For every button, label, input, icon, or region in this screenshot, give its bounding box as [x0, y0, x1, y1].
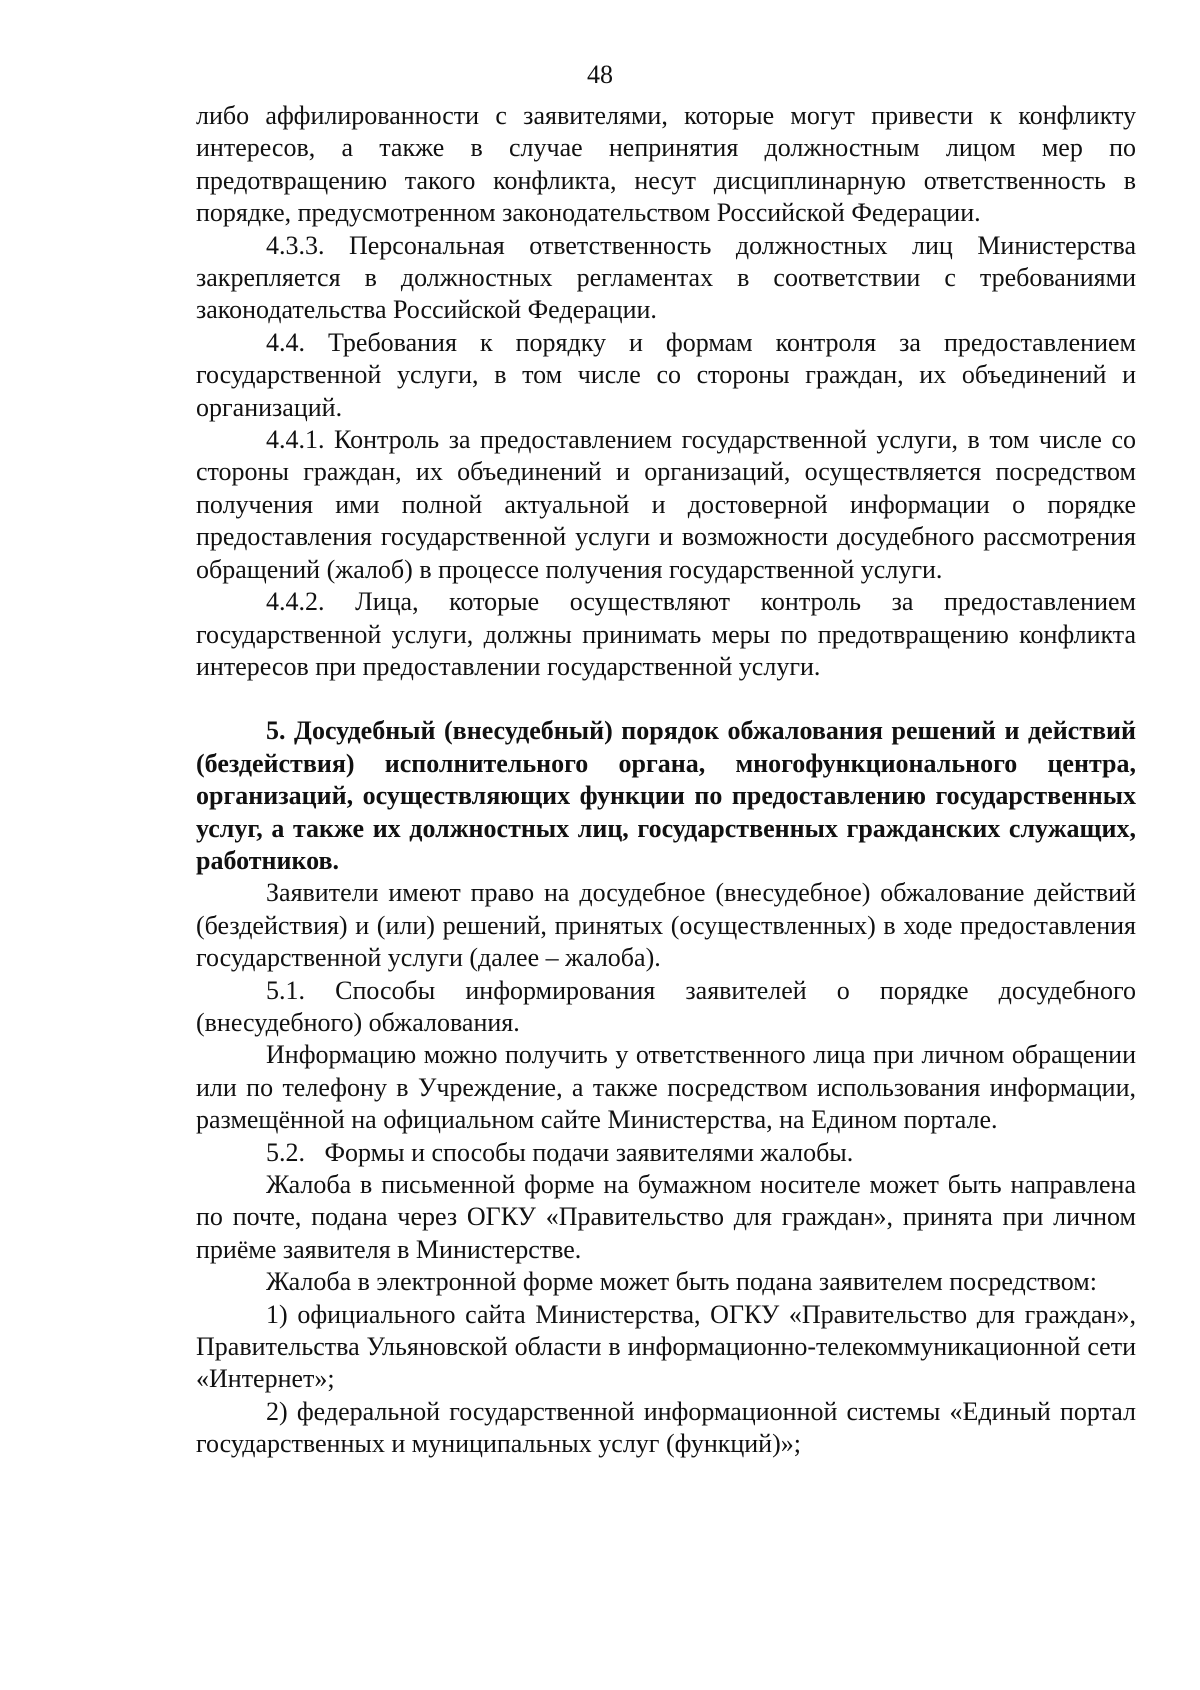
paragraph-continuation: либо аффилированности с заявителями, которые могут привести к конфликту интересов, а также в случае непринятия должностным лицом мер по предотвращению такого конфликта, несут дисциплинарную ответственность в порядке, предусмотренном законодательством Российской Федерации. [196, 101, 1136, 228]
paragraph-4-3-3: 4.3.3. Персональная ответственность должностных лиц Министерства закрепляется в должностных регламентах в соответствии с требованиями законодательства Российской Федерации. [196, 230, 1136, 325]
paragraph-4-4-1: 4.4.1. Контроль за предоставлением государственной услуги, в том числе со стороны граждан, их объединений и организаций, осуществляется посредством получения ими полной актуальной и достоверной информации о порядке предоставления государственной услуги и возможности досудебного рассмотрения обращений (жалоб) в процессе получения государственной услуги. [196, 425, 1136, 584]
document-body [196, 100, 1136, 1461]
paragraph-4-4-2: 4.4.2. Лица, которые осуществляют контроль за предоставлением государственной услуги, должны принимать меры по предотвращению конфликта интересов при предоставлении государственной услуги. [196, 587, 1136, 681]
paragraph-5-2: 5.2. Формы и способы подачи заявителями жалобы. [266, 1137, 854, 1167]
paragraph-5-1: 5.1. Способы информирования заявителей о порядке досудебного (внесудебного) обжалования. [196, 975, 1136, 1037]
section-5-heading: 5. Досудебный (внесудебный) порядок обжалования решений и действий (бездействия) исполнительного органа, многофункционального центра, организаций, осуществляющих функции по предоставлению государственных услуг, а также их должностных лиц, государственных гражданских служащих, работников. [196, 716, 1136, 875]
paragraph-5-2-paper: Жалоба в письменной форме на бумажном носителе может быть направлена по почте, подана через ОГКУ «Правительство для граждан», принята при личном приёме заявителя в Министерстве. [196, 1170, 1136, 1264]
list-item-1: 1) официального сайта Министерства, ОГКУ «Правительство для граждан», Правительства Ульяновской области в информационно-телекоммуникационной сети «Интернет»; [196, 1299, 1136, 1394]
paragraph-section-5-intro: Заявители имеют право на досудебное (внесудебное) обжалование действий (бездействия) и (или) решений, принятых (осуществленных) в ходе предоставления государственной услуги (далее – жалоба). [196, 878, 1136, 973]
list-item-2: 2) федеральной государственной информационной системы «Единый портал государственных и муниципальных услуг (функций)»; [196, 1396, 1136, 1459]
page-number: 48 [587, 60, 613, 89]
paragraph-5-2-electronic: Жалоба в электронной форме может быть подана заявителем посредством: [266, 1267, 1097, 1297]
paragraph-4-4: 4.4. Требования к порядку и формам контроля за предоставлением государственной услуги, в том числе со стороны граждан, их объединений и организаций. [196, 327, 1136, 422]
paragraph-5-1-info: Информацию можно получить у ответственного лица при личном обращении или по телефону в Учреждение, а также посредством использования информации, размещённой на официальном сайте Министерства, на Едином портале. [196, 1040, 1136, 1135]
